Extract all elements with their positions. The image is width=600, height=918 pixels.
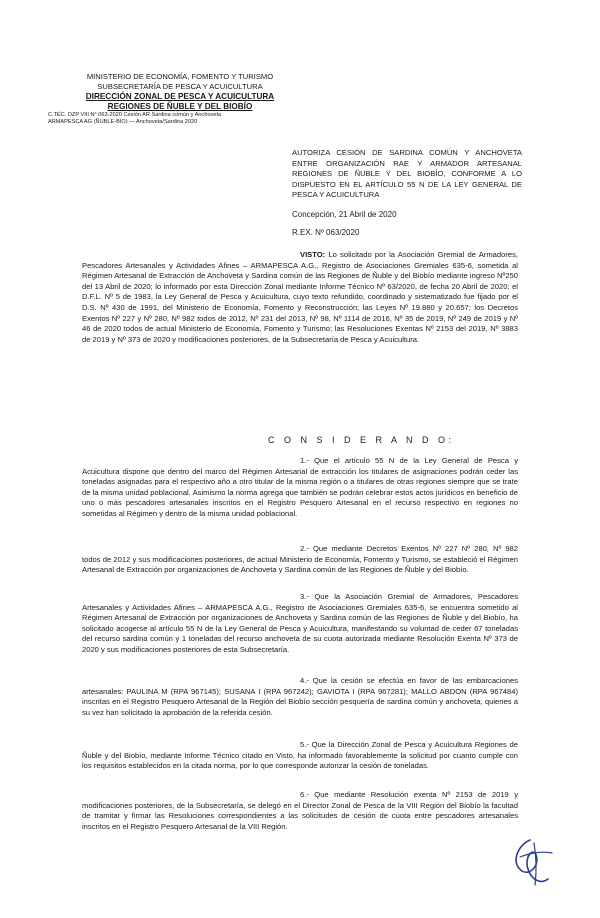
- considerando-heading: C O N S I D E R A N D O:: [268, 435, 455, 445]
- ministry-line: MINISTERIO DE ECONOMÍA, FOMENTO Y TURISMO: [86, 72, 274, 81]
- zonal-direction-line: DIRECCIÓN ZONAL DE PESCA Y ACUICULTURA: [85, 92, 275, 101]
- visto-paragraph: [82, 250, 518, 345]
- regions-line: REGIONES DE ÑUBLE Y DEL BIOBÍO: [107, 102, 253, 111]
- handwritten-signature: [500, 835, 560, 890]
- visto-label: VISTO:: [300, 250, 326, 259]
- resolution-number: R.EX. Nº 063/2020: [292, 228, 360, 237]
- considerando-item-3: 3.- Que la Asociación Gremial de Armadores, Pescadores Artesanales y Actividades Afines – ARMAPESCA A.G., Registro de Asociaciones Gremiales 635-6, se encuentra sometido al Régimen Artesanal de Extracción por organizaciones de Anchoveta y Sardina común de las Regiones de Ñuble y del Biobío, ha solicitado acogerse al artículo 55 N de la Ley General de Pesca y Acuicultura, manifestando su voluntad de ceder 67 toneladas del recurso sardina común y 1 toneladas del recurso anchoveta de su cuota autorizada mediante Resolución Exenta Nº 373 de 2020 y sus modificaciones posteriores de esta Subsecretaría.: [82, 592, 518, 654]
- considerando-item-2: 2.- Que mediante Decretos Exentos Nº 227 Nº 280, Nº 982 todos de 2012 y sus modificaciones posteriores, de actual Ministerio de Economía, Fomento y Turismo, se estableció el Régimen Artesanal de Extracción por organizaciones de Anchoveta y Sardina común de las Regiones de Ñuble y del Biobío.: [82, 544, 518, 575]
- considerando-item-1: 1.- Que el artículo 55 N de la Ley General de Pesca y Acuicultura dispone que dentro del marco del Régimen Artesanal de extracción los titulares de asignaciones podrán ceder las toneladas asignadas para el respectivo año a otro titular de la misma región o a titulares de otras regiones siempre que se trate de la misma unidad poblacional. Asimismo la norma agrega que también se podrán celebrar estos actos jurídicos en beneficio de uno o más pescadores artesanales inscritos en el Registro Pesquero Artesanal en el recurso respectivo en regiones no sometidas al Régimen y dentro de la misma unidad poblacional.: [82, 456, 518, 518]
- considerando-item-5: 5.- Que la Dirección Zonal de Pesca y Acuicultura Regiones de Ñuble y del Biobío, mediante Informe Técnico citado en Visto, ha informado favorablemente la solicitud por cuanto cumple con los requisitos establecidos en la citada norma, por lo que corresponde autorizar la cesión de toneladas.: [82, 740, 518, 771]
- resolution-date: Concepción, 21 Abril de 2020: [292, 210, 397, 219]
- visto-text: Lo solicitado por la Asociación Gremial de Armadores, Pescadores Artesanales y Actividades Afines – ARMAPESCA A.G., Registro de Asociaciones Gremiales 635-6, sometida al Régimen Artesanal de Extracción de Anchoveta y Sardina común de las Regiones de Ñuble y del Biobío mediante ingreso Nº250 del 13 Abril de 2020; lo informado por esta Dirección Zonal mediante Informe Técnico Nº 63/2020, de fecha 20 Abril de 2020; el D.F.L. Nº 5 de 1983, la Ley General de Pesca y Acuicultura, cuyo texto refundido, coordinado y sistematizado fue fijado por el D.S. Nº 430 de 1991, del Ministerio de Economía, Fomento y Reconstrucción; las Leyes Nº 19.880 y 20.657; los Decretos Exentos Nº 227 y Nº 280, Nº 982 todos de 2012, Nº 231 del 2013, Nº 98, Nº 1114 de 2016, Nº 35 de 2019, Nº 249 de 2019 y Nº 46 de 2020 todos de actual Ministerio de Economía, Fomento y Turismo; las Resoluciones Exentas Nº 2153 del 2019, Nº 3883 de 2019 y Nº 373 de 2020 y modificaciones posteriores, de la Subsecretaría de Pesca y Acuicultura.: [82, 250, 518, 344]
- considerando-item-6: 6.- Que mediante Resolución exenta Nº 2153 de 2019 y modificaciones posteriores, de la Subsecretaría, se delegó en el Director Zonal de Pesca de la VIII Región del Biobío la facultad de tramitar y firmar las Resoluciones correspondientes a las solicitudes de cesión de cuota entre pescadores artesanales inscritos en el Registro Pesquero Artesanal de la VIII Región.: [82, 790, 518, 831]
- letterhead: [48, 72, 300, 126]
- reference-line-1: C.TÉC. DZP VIII N° 063-2020 Cesión AR Sardina común y Anchoveta: [48, 112, 222, 118]
- considerando-item-4: 4.- Que la cesión se efectúa en favor de las embarcaciones artesanales: PAULINA M (RPA 967145); SUSANA I (RPA 967242); GAVIOTA I (RPA 967281); MALLO ABDON (RPA 967484) inscritas en el Registro Pesquero Artesanal de la Región del Biobío sección pesquería de sardina común y anchoveta, quienes a su vez han solicitado la aprobación de la referida cesión.: [82, 676, 518, 717]
- resolution-subject: AUTORIZA CESIÓN DE SARDINA COMÚN Y ANCHOVETA ENTRE ORGANIZACIÓN RAE Y ARMADOR ARTESANAL REGIONES DE ÑUBLE Y DEL BIOBÍO, CONFORME A LO DISPUESTO EN EL ARTÍCULO 55 N DE LA LEY GENERAL DE PESCA Y ACUICULTURA: [292, 148, 522, 199]
- subsecretary-line: SUBSECRETARÍA DE PESCA Y ACUICULTURA: [97, 82, 263, 91]
- reference-line-2: ARMAPESCA AG (ÑUBLE-BÍO) — Anchoveta/Sardina 2020: [48, 119, 198, 125]
